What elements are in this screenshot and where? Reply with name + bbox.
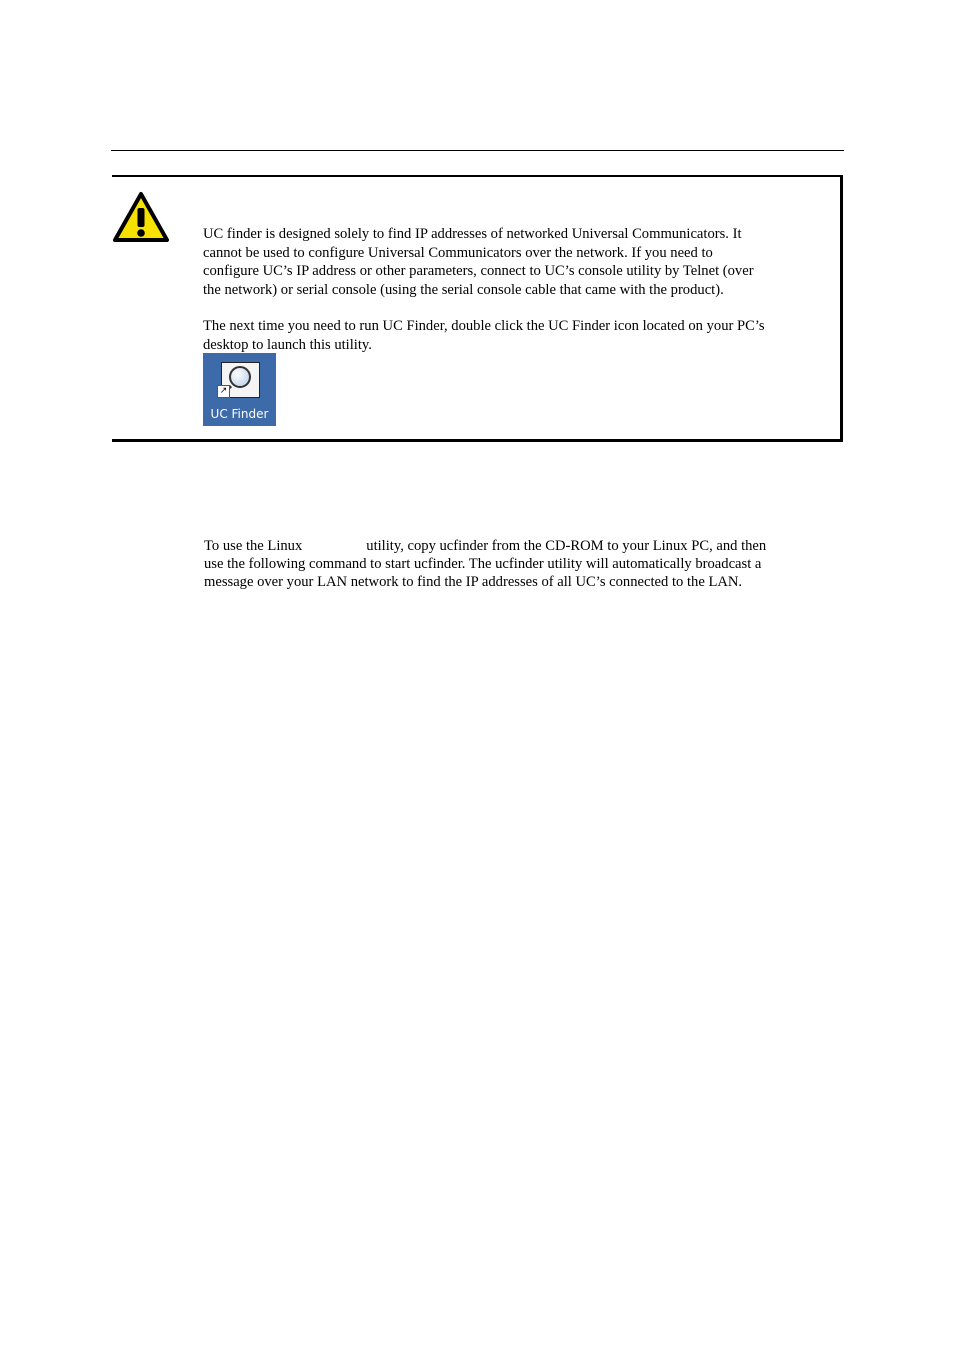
uc-finder-icon-label: UC Finder (210, 407, 269, 421)
attention-paragraph-2 (203, 317, 833, 354)
attention-paragraph-1 (203, 225, 833, 299)
text-line: UC finder is designed solely to find IP addresses of networked Universal Communicators. It (203, 226, 742, 242)
text-line (204, 537, 834, 555)
uc-finder-desktop-icon[interactable] (203, 353, 276, 426)
shortcut-arrow-icon: ↗ (217, 385, 230, 398)
header-rule (111, 150, 844, 151)
text-fragment: utility, copy ucfinder from the CD-ROM to your Linux PC, and then (366, 538, 767, 554)
text-line: configure UC’s IP address or other parameters, connect to UC’s console utility by Telnet (over (203, 263, 754, 279)
warning-icon (112, 191, 170, 243)
text-line: use the following command to start ucfinder. The ucfinder utility will automatically broadcast a (204, 556, 762, 573)
attention-box (112, 175, 843, 442)
linux-ucfinder-paragraph (204, 537, 834, 592)
text-line: the network) or serial console (using the serial console cable that came with the product). (203, 281, 724, 298)
text-line: The next time you need to run UC Finder, double click the UC Finder icon located on your PC’s (203, 318, 765, 334)
text-line: cannot be used to configure Universal Communicators over the network. If you need to (203, 244, 713, 261)
text-line: desktop to launch this utility. (203, 336, 372, 353)
magnifier-icon (229, 366, 251, 388)
text-line: message over your LAN network to find the IP addresses of all UC’s connected to the LAN. (204, 574, 743, 591)
text-fragment: To use the Linux (204, 538, 303, 554)
